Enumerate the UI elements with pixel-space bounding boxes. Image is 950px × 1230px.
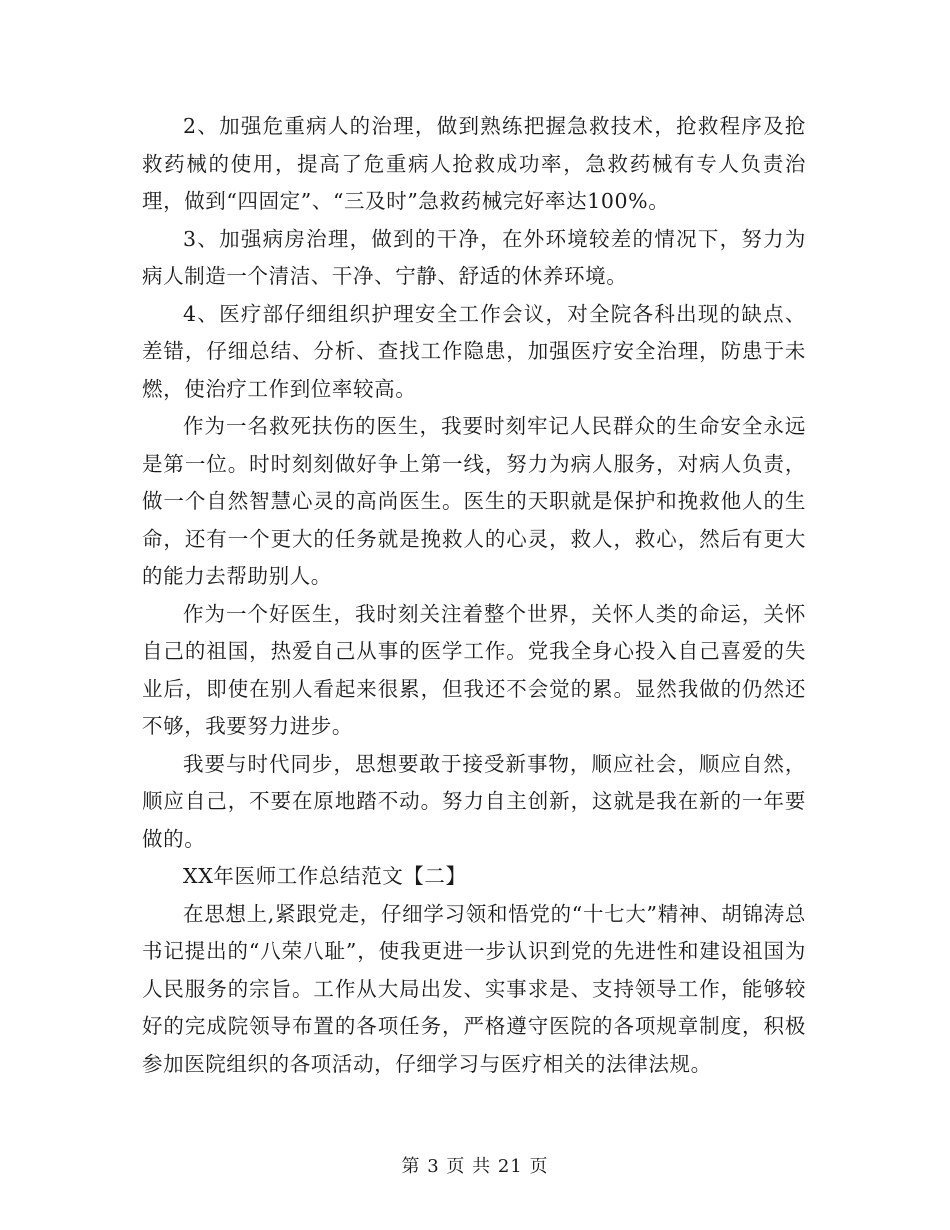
paragraph-item-3: 3、加强病房治理，做到的干净，在外环境较差的情况下，努力为病人制造一个清洁、干净、宁静、舒适的休养环境。 [142, 226, 806, 288]
document-body [142, 108, 806, 1083]
paragraph-keep-pace: 我要与时代同步，思想要敢于接受新事物，顺应社会，顺应自然，顺应自己，不要在原地踏不动。努力自主创新，这就是我在新的一年要做的。 [142, 751, 806, 851]
page-number-label: 第 3 页 共 21 页 [401, 1156, 549, 1177]
paragraph-item-4: 4、医疗部仔细组织护理安全工作会议，对全院各科出现的缺点、差错，仔细总结、分析、查找工作隐患，加强医疗安全治理，防患于未燃，使治疗工作到位率较高。 [142, 301, 806, 401]
page-footer [0, 1152, 950, 1178]
paragraph-doctor-duty: 作为一名救死扶伤的医生，我要时刻牢记人民群众的生命安全永远是第一位。时时刻刻做好争上第一线，努力为病人服务，对病人负责，做一个自然智慧心灵的高尚医生。医生的天职就是保护和挽救他人的生命，还有一个更大的任务就是挽救人的心灵，救人，救心，然后有更大的能力去帮助别人。 [142, 414, 806, 588]
paragraph-good-doctor: 作为一个好医生，我时刻关注着整个世界，关怀人类的命运，关怀自己的祖国，热爱自己从事的医学工作。党我全身心投入自己喜爱的失业后，即使在别人看起来很累，但我还不会觉的累。显然我做的仍然还不够，我要努力进步。 [142, 601, 806, 738]
section-heading: XX年医师工作总结范文【二】 [183, 864, 467, 888]
paragraph-item-2: 2、加强危重病人的治理，做到熟练把握急救技术，抢救程序及抢救药械的使用，提高了危重病人抢救成功率，急救药械有专人负责治理，做到“四固定”、“三及时”急救药械完好率达100%。 [142, 114, 806, 213]
paragraph-ideology: 在思想上,紧跟党走，仔细学习领和悟党的“十七大”精神、胡锦涛总书记提出的“八荣八耻”，使我更进一步认识到党的先进性和建设祖国为人民服务的宗旨。工作从大局出发、实事求是、支持领导工作，能够较好的完成院领导布置的各项任务，严格遵守医院的各项规章制度，积极参加医院组织的各项活动，仔细学习与医疗相关的法律法规。 [142, 901, 806, 1076]
